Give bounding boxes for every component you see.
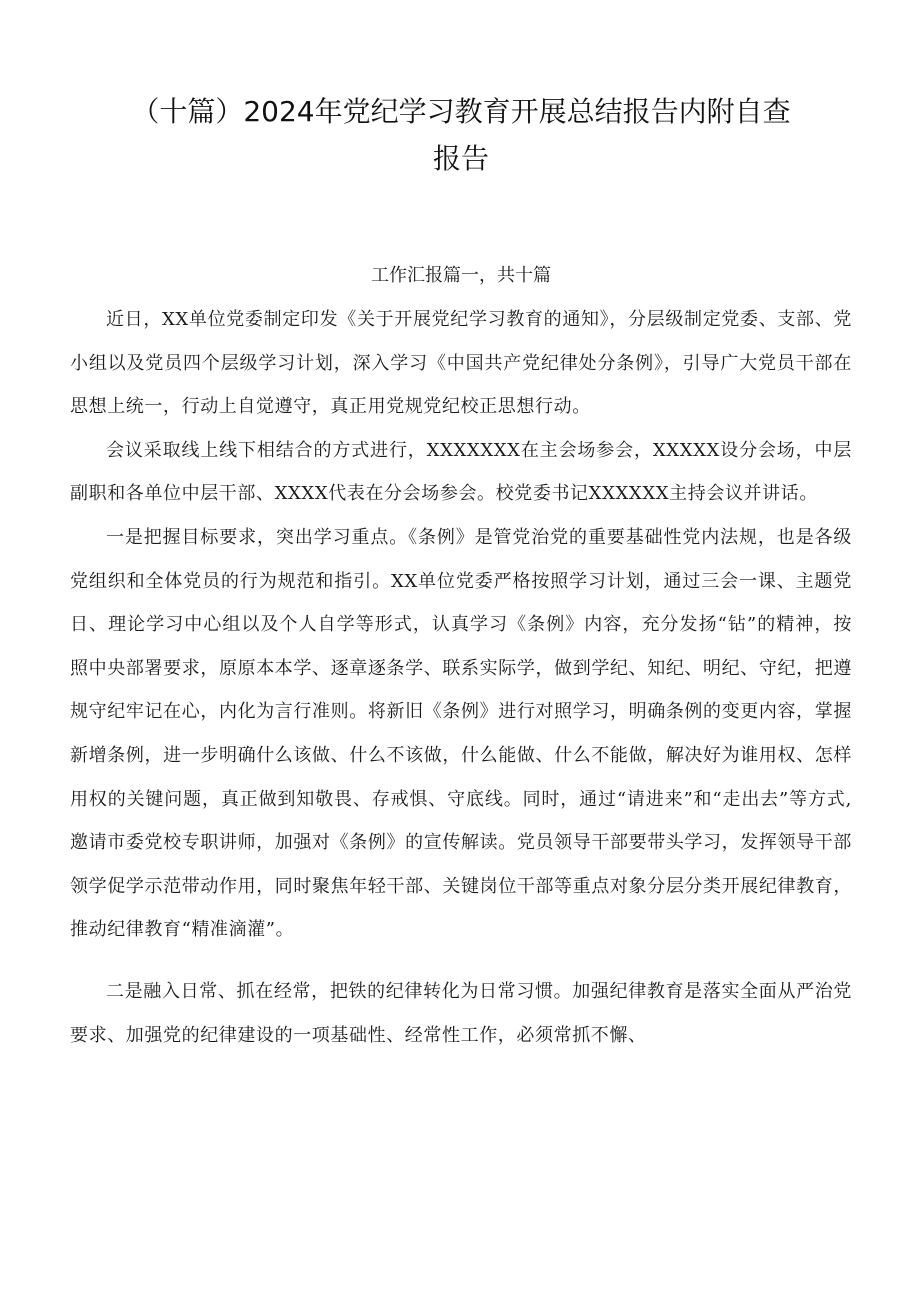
- title-line-2: 报告: [432, 142, 489, 175]
- paragraph-2: 会议采取线上线下相结合的方式进行，XXXXXXX在主会场参会，XXXXX设分会场，中层副职和各单位中层干部、XXXX代表在分会场参会。校党委书记XXXXXX主持会议并讲话。: [70, 439, 852, 505]
- section-subtitle: 工作汇报篇一，共十篇: [371, 265, 551, 286]
- paragraph-1: 近日，XX单位党委制定印发《关于开展党纪学习教育的通知》，分层级制定党委、支部、党小组以及党员四个层级学习计划，深入学习《中国共产党纪律处分条例》，引导广大党员干部在思想上统一，行动上自觉遵守，真正用党规党纪校正思想行动。: [70, 309, 852, 418]
- paragraph-4: 二是融入日常、抓在经常，把铁的纪律转化为日常习惯。加强纪律教育是落实全面从严治党要求、加强党的纪律建设的一项基础性、经常性工作，必须常抓不懈、: [70, 980, 852, 1046]
- document-title: [70, 0, 852, 182]
- paragraph-3: 一是把握目标要求，突出学习重点。《条例》是管党治党的重要基础性党内法规，也是各级党组织和全体党员的行为规范和指引。XX单位党委严格按照学习计划，通过三会一课、主题党日、理论学习中心组以及个人自学等形式，认真学习《条例》内容，充分发扬“钻”的精神，按照中央部署要求，原原本本学、逐章逐条学、联系实际学，做到学纪、知纪、明纪、守纪，把遵规守纪牢记在心，内化为言行准则。将新旧《条例》进行对照学习，明确条例的变更内容，掌握新增条例，进一步明确什么该做、什么不该做，什么能做、什么不能做，解决好为谁用权、怎样用权的关键问题，真正做到知敬畏、存戒惧、守底线。同时，通过“请进来”和“走出去”等方式,邀请市委党校专职讲师，加强对《条例》的宣传解读。党员领导干部要带头学习，发挥领导干部领学促学示范带动作用，同时聚焦年轻干部、关键岗位干部等重点对象分层分类开展纪律教育，推动纪律教育“精准滴灌”。: [70, 526, 852, 941]
- title-line-1: （十篇）2024年党纪学习教育开展总结报告内附自查: [131, 95, 791, 128]
